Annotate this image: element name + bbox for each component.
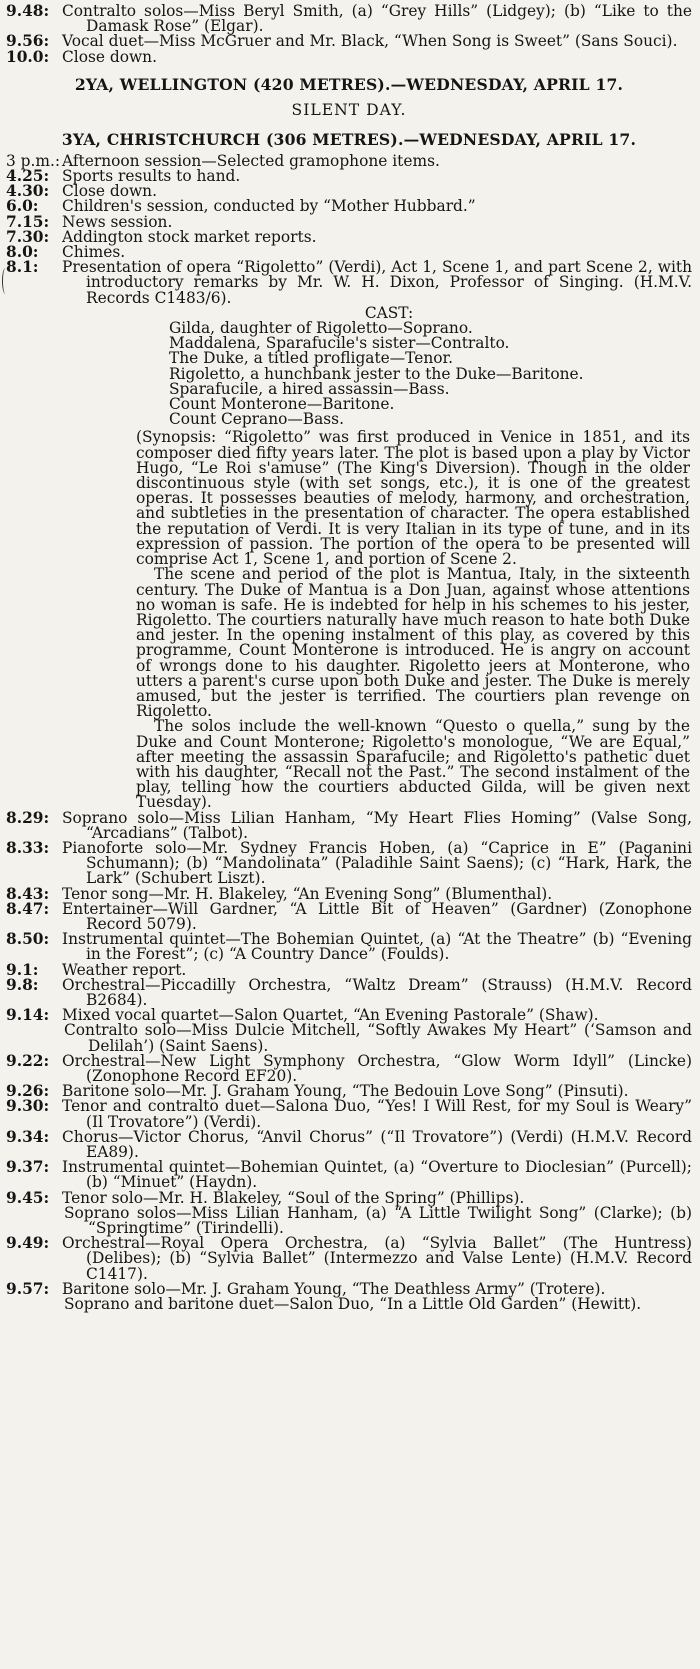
entry-text: Baritone solo—Mr. J. Graham Young, “The Bedouin Love Song” (Pinsuti). — [62, 1082, 629, 1101]
entry-time: 8.1: — [6, 258, 39, 277]
entry-text: Instrumental quintet—The Bohemian Quintet, (a) “At the Theatre” (b) “Evening in the Forest”; (c) “A Country Dance” (Foulds). — [62, 930, 692, 964]
programme-entry — [6, 932, 692, 962]
entry-time: 9.34: — [6, 1127, 50, 1146]
entry-time: 9.14: — [6, 1006, 50, 1025]
entry-text: Close down. — [62, 47, 157, 66]
entry-time: 8.0: — [6, 243, 39, 262]
entry-text: Entertainer—Will Gardner, “A Little Bit of Heaven” (Gardner) (Zonophone Record 5079). — [62, 899, 692, 933]
programme-entry — [6, 1051, 692, 1085]
cast-member: Maddalena, Sparafucile's sister—Contralto. — [169, 334, 510, 353]
entry-time: 9.26: — [6, 1082, 50, 1101]
cast-member: The Duke, a titled profligate—Tenor. — [169, 349, 454, 368]
entry-text: Afternoon session—Selected gramophone items. — [62, 151, 440, 170]
entry-text: Addington stock market reports. — [62, 227, 317, 246]
programme-entry-continuation: Soprano solos—Miss Lilian Hanham, (a) “A Little Twilight Song” (Clarke); (b) “Springtime” (Tirindelli). — [64, 1203, 692, 1238]
programme-entry — [6, 975, 692, 1009]
entry-text: Tenor solo—Mr. H. Blakeley, “Soul of the Spring” (Phillips). — [62, 1188, 525, 1207]
christchurch-heading: 3YA, CHRISTCHURCH (306 METRES).—WEDNESDAY, APRIL 17. — [61, 129, 637, 149]
entry-text: Weather report. — [62, 960, 187, 979]
cast-member: Rigoletto, a hunchbank jester to the Duke—Baritone. — [169, 364, 584, 383]
entry-text: Pianoforte solo—Mr. Sydney Francis Hoben, (a) “Caprice in E” (Paganini Schumann); (b) “Mandolinata” (Paladihle Saint Saens); (c) “Hark, Hark, the Lark” (Schubert Liszt). — [62, 838, 692, 888]
cast-member: Count Ceprano—Bass. — [169, 410, 344, 429]
synopsis-paragraph: (Synopsis: “Rigoletto” was first produced in Venice in 1851, and its composer died fifty years later. The plot is based upon a play by Victor Hugo, “Le Roi s'amuse” (The King's Diversion). Though in the older discontinuous style (with set songs, etc.), it is one of the greatest operas. It possesses beauties of melody, harmony, and orchestration, and subtleties in the presentation of character. The opera established the reputation of Verdi. It is very Italian in its type of tune, and in its expression of passion. The portion of the opera to be presented will comprise Act 1, Scene 1, and portion of Scene 2. — [136, 428, 690, 569]
entry-time: 10.0: — [6, 47, 50, 66]
synopsis-paragraph: The solos include the well-known “Questo o quella,” sung by the Duke and Count Monterone; Rigoletto's monologue, “We are Equal,” after meeting the assassin Sparafucile; and Rigoletto's pathetic duet with his daughter, “Recall not the Past.” The second instalment of the play, telling how the courtiers abducted Gilda, will be given next Tuesday). — [136, 717, 690, 812]
entry-text: Orchestral—Royal Opera Orchestra, (a) “Sylvia Ballet” (The Huntress) (Delibes); (b) “Sylvia Ballet” (Intermezzo and Valse Lente) (H.M.V. Record C1417). — [62, 1234, 692, 1283]
entry-text: Sports results to hand. — [62, 167, 241, 186]
entry-text: News session. — [62, 212, 173, 231]
entry-text: Orchestral—New Light Symphony Orchestra, “Glow Worm Idyll” (Lincke) (Zonophone Record EF20). — [62, 1051, 692, 1085]
entry-time: 9.48: — [6, 2, 50, 20]
entry-time: 8.33: — [6, 838, 50, 857]
margin-bracket-mark — [2, 268, 9, 294]
cast-member: Gilda, daughter of Rigoletto—Soprano. — [169, 319, 473, 338]
entry-text: Orchestral—Piccadilly Orchestra, “Waltz Dream” (Strauss) (H.M.V. Record B2684). — [62, 975, 692, 1009]
programme-entry — [6, 4, 692, 34]
entry-text: Mixed vocal quartet—Salon Quartet, “An Evening Pastorale” (Shaw). — [62, 1006, 599, 1025]
cast-title: CAST: — [364, 303, 414, 322]
entry-time: 8.29: — [6, 808, 50, 827]
entry-time: 9.49: — [6, 1234, 50, 1253]
entry-time: 7.15: — [6, 212, 50, 231]
entry-time: 9.22: — [6, 1051, 50, 1070]
entry-time: 9.56: — [6, 32, 50, 51]
entry-text: Chimes. — [62, 243, 126, 262]
cast-list — [169, 321, 692, 427]
cast-member: Sparafucile, a hired assassin—Bass. — [169, 379, 450, 398]
programme-entry — [6, 47, 692, 66]
entry-time: 4.30: — [6, 182, 50, 201]
programme-entry — [6, 1236, 692, 1282]
entry-time: 6.0: — [6, 197, 39, 216]
programme-entry — [6, 1127, 692, 1162]
programme-entry-continuation: Contralto solo—Miss Dulcie Mitchell, “Softly Awakes My Heart” (‘Samson and Delilah’) (Saint Saens). — [64, 1021, 692, 1055]
top-entries — [6, 4, 692, 65]
programme-entry — [6, 260, 692, 306]
entry-text: Tenor and contralto duet—Salona Duo, “Yes! I Will Rest, for my Soul is Weary” (Il Trovatore”) (Verdi). — [62, 1097, 692, 1131]
wellington-heading: 2YA, WELLINGTON (420 METRES).—WEDNESDAY, APRIL 17. — [74, 74, 624, 94]
entry-time: 4.25: — [6, 167, 50, 186]
christchurch-early-entries — [6, 151, 692, 307]
entry-text: Chorus—Victor Chorus, “Anvil Chorus” (“Il Trovatore”) (Verdi) (H.M.V. Record EA89). — [62, 1127, 692, 1162]
entry-time: 8.43: — [6, 884, 50, 903]
entry-text: Vocal duet—Miss McGruer and Mr. Black, “When Song is Sweet” (Sans Souci). — [62, 32, 678, 51]
entry-text: Baritone solo—Mr. J. Graham Young, “The Deathless Army” (Trotere). — [62, 1279, 606, 1298]
programme-entry — [6, 838, 692, 888]
entry-time: 9.57: — [6, 1279, 50, 1298]
entry-text: Close down. — [62, 182, 157, 201]
entry-text: Tenor song—Mr. H. Blakeley, “An Evening Song” (Blumenthal). — [62, 884, 553, 903]
entry-time: 9.1: — [6, 960, 39, 979]
entry-time: 9.30: — [6, 1097, 50, 1116]
entry-text: Contralto solos—Miss Beryl Smith, (a) “Grey Hills” (Lidgey); (b) “Like to the Damask Rose” (Elgar). — [62, 2, 692, 36]
entry-text: Instrumental quintet—Bohemian Quintet, (a) “Overture to Dioclesian” (Purcell); (b) “Minuet” (Haydn). — [62, 1158, 692, 1192]
entry-text: Soprano solo—Miss Lilian Hanham, “My Heart Flies Homing” (Valse Song, “Arcadians” (Talbot). — [62, 808, 692, 842]
programme-entry — [6, 1099, 692, 1129]
entry-text: Children's session, conducted by “Mother Hubbard.” — [62, 197, 476, 216]
programme-entry — [6, 1160, 692, 1190]
entry-time: 3 p.m.: — [6, 151, 61, 170]
christchurch-late-entries — [6, 808, 692, 1314]
cast-member: Count Monterone—Baritone. — [169, 395, 395, 414]
programme-entry — [6, 808, 692, 842]
programme-entry — [6, 899, 692, 933]
wellington-silent-day: SILENT DAY. — [291, 100, 407, 119]
entry-time: 9.8: — [6, 975, 39, 994]
entry-time: 9.37: — [6, 1158, 50, 1177]
entry-time: 8.50: — [6, 930, 50, 949]
entry-time: 8.47: — [6, 899, 50, 918]
entry-text: Presentation of opera “Rigoletto” (Verdi), Act 1, Scene 1, and part Scene 2, with introductory remarks by Mr. W. H. Dixon, Professor of Singing. (H.M.V. Records C1483/6). — [62, 258, 692, 307]
entry-time: 9.45: — [6, 1188, 50, 1207]
programme-entry-continuation: Soprano and baritone duet—Salon Duo, “In a Little Old Garden” (Hewitt). — [64, 1295, 642, 1314]
synopsis — [136, 430, 690, 810]
entry-time: 7.30: — [6, 227, 50, 246]
synopsis-paragraph: The scene and period of the plot is Mantua, Italy, in the sixteenth century. The Duke of Mantua is a Don Juan, against whose attentions no woman is safe. He is indebted for help in his schemes to his jester, Rigoletto. The courtiers naturally have much reason to hate both Duke and jester. In the opening instalment of this play, as covered by this programme, Count Monterone is introduced. He is angry on account of wrongs done to his daughter. Rigoletto jeers at Monterone, who utters a parent's curse upon both Duke and jester. The Duke is merely amused, but the jester is terrified. The courtiers plan revenge on Rigoletto. — [136, 565, 690, 721]
